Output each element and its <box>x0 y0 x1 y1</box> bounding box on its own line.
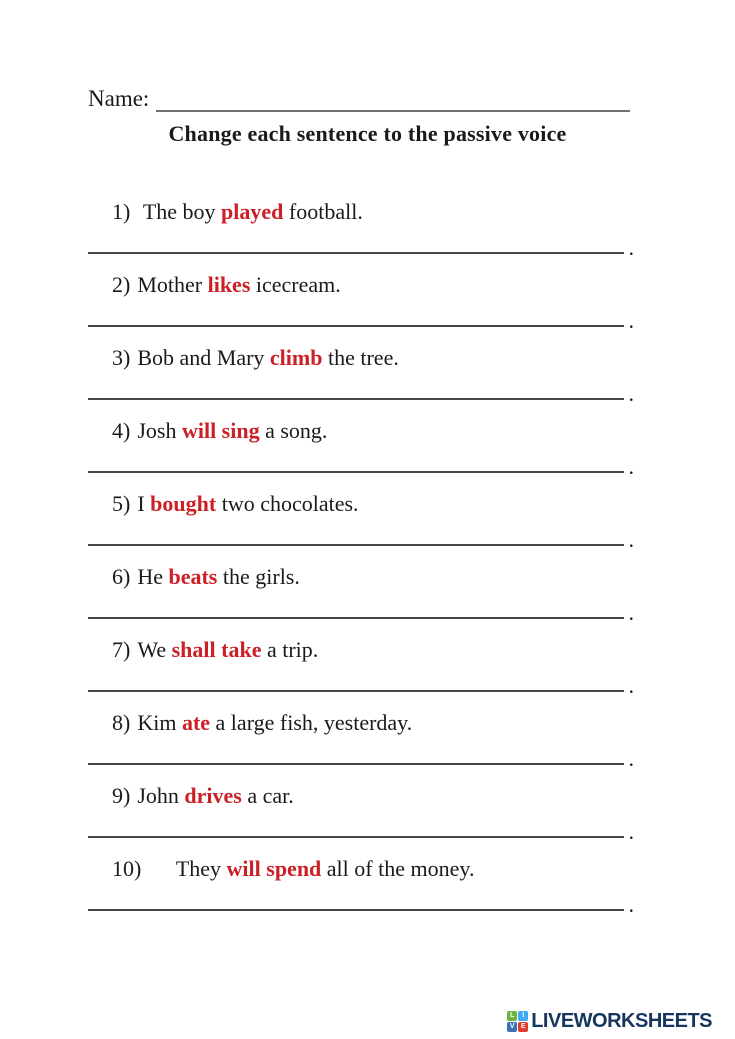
sentence-post: all of the money. <box>321 856 475 882</box>
name-blank-line[interactable] <box>156 86 630 112</box>
sentence-verb: climb <box>269 345 323 371</box>
question-block <box>88 765 634 845</box>
sentence-post: a car. <box>241 783 294 809</box>
question-block <box>88 327 634 407</box>
sentence-pre: I <box>137 491 151 517</box>
answer-blank-line[interactable] <box>88 738 634 772</box>
sentence-pre: Bob and Mary <box>137 345 270 371</box>
question-sentence <box>88 181 624 227</box>
sentence-verb: likes <box>207 272 251 298</box>
sentence-post: a trip. <box>261 637 319 663</box>
sentence-pre: He <box>137 564 169 590</box>
sentence-pre: Kim <box>137 710 182 736</box>
question-block <box>88 473 634 553</box>
answer-blank-line[interactable] <box>88 811 634 845</box>
question-block <box>88 400 634 480</box>
sentence-verb: played <box>221 199 284 225</box>
logo-tile-i: I <box>518 1011 528 1021</box>
question-block <box>88 692 634 772</box>
sentence-pre: They <box>148 856 227 882</box>
sentence-verb: drives <box>184 783 242 809</box>
answer-blank-line[interactable] <box>88 227 634 261</box>
answer-line-period: . <box>628 381 634 407</box>
sentence-verb: shall take <box>171 637 262 663</box>
name-row <box>88 86 630 112</box>
question-number: 5) <box>112 491 131 517</box>
sentence-pre: Mother <box>137 272 208 298</box>
answer-line-period: . <box>628 235 634 261</box>
question-block <box>88 181 634 261</box>
question-number: 2) <box>112 272 131 298</box>
question-number: 4) <box>112 418 131 444</box>
sentence-post: the girls. <box>217 564 300 590</box>
sentence-pre: We <box>137 637 172 663</box>
answer-blank-line[interactable] <box>88 300 634 334</box>
question-number: 10) <box>112 856 142 882</box>
answer-blank-line[interactable] <box>88 373 634 407</box>
sentence-verb: bought <box>150 491 217 517</box>
question-number: 6) <box>112 564 131 590</box>
question-block <box>88 546 634 626</box>
question-sentence <box>88 473 624 519</box>
question-block <box>88 838 634 918</box>
question-sentence <box>88 327 624 373</box>
question-sentence <box>88 546 624 592</box>
answer-line-period: . <box>628 600 634 626</box>
question-number: 7) <box>112 637 131 663</box>
liveworksheets-logo-text: LIVEWORKSHEETS <box>531 1010 712 1032</box>
question-sentence <box>88 838 624 884</box>
sentence-verb: will spend <box>226 856 322 882</box>
logo-tile-v: V <box>507 1022 517 1032</box>
question-sentence <box>88 692 624 738</box>
question-number: 9) <box>112 783 131 809</box>
answer-blank-line[interactable] <box>88 592 634 626</box>
question-sentence <box>88 254 624 300</box>
sentence-verb: will sing <box>181 418 260 444</box>
answer-line-period: . <box>628 308 634 334</box>
answer-line-period: . <box>628 454 634 480</box>
answer-line-period: . <box>628 892 634 918</box>
sentence-post: two chocolates. <box>216 491 359 517</box>
liveworksheets-logo-icon <box>507 1011 528 1032</box>
sentence-pre: John <box>137 783 185 809</box>
question-sentence <box>88 765 624 811</box>
name-label: Name: <box>88 86 150 111</box>
logo-tile-e: E <box>518 1022 528 1032</box>
question-block <box>88 619 634 699</box>
question-number: 8) <box>112 710 131 736</box>
answer-line-period: . <box>628 673 634 699</box>
answer-blank-line[interactable] <box>88 665 634 699</box>
question-sentence <box>88 619 624 665</box>
sentence-pre: The boy <box>137 199 222 225</box>
question-block <box>88 254 634 334</box>
liveworksheets-logo <box>507 1010 712 1033</box>
sentence-post: a large fish, yesterday. <box>210 710 413 736</box>
logo-tile-l: L <box>507 1011 517 1021</box>
question-number: 3) <box>112 345 131 371</box>
worksheet-title: Change each sentence to the passive voice <box>168 121 567 147</box>
answer-blank-line[interactable] <box>88 446 634 480</box>
sentence-post: football. <box>283 199 363 225</box>
sentence-verb: ate <box>181 710 211 736</box>
question-number: 1) <box>112 199 131 225</box>
answer-line-period: . <box>628 746 634 772</box>
sentence-verb: beats <box>168 564 218 590</box>
sentence-post: a song. <box>259 418 328 444</box>
sentence-pre: Josh <box>137 418 182 444</box>
answer-blank-line[interactable] <box>88 519 634 553</box>
answer-line-period: . <box>628 819 634 845</box>
answer-line-period: . <box>628 527 634 553</box>
sentence-post: icecream. <box>250 272 341 298</box>
questions-list <box>88 181 634 918</box>
question-sentence <box>88 400 624 446</box>
sentence-post: the tree. <box>322 345 399 371</box>
answer-blank-line[interactable] <box>88 884 634 918</box>
